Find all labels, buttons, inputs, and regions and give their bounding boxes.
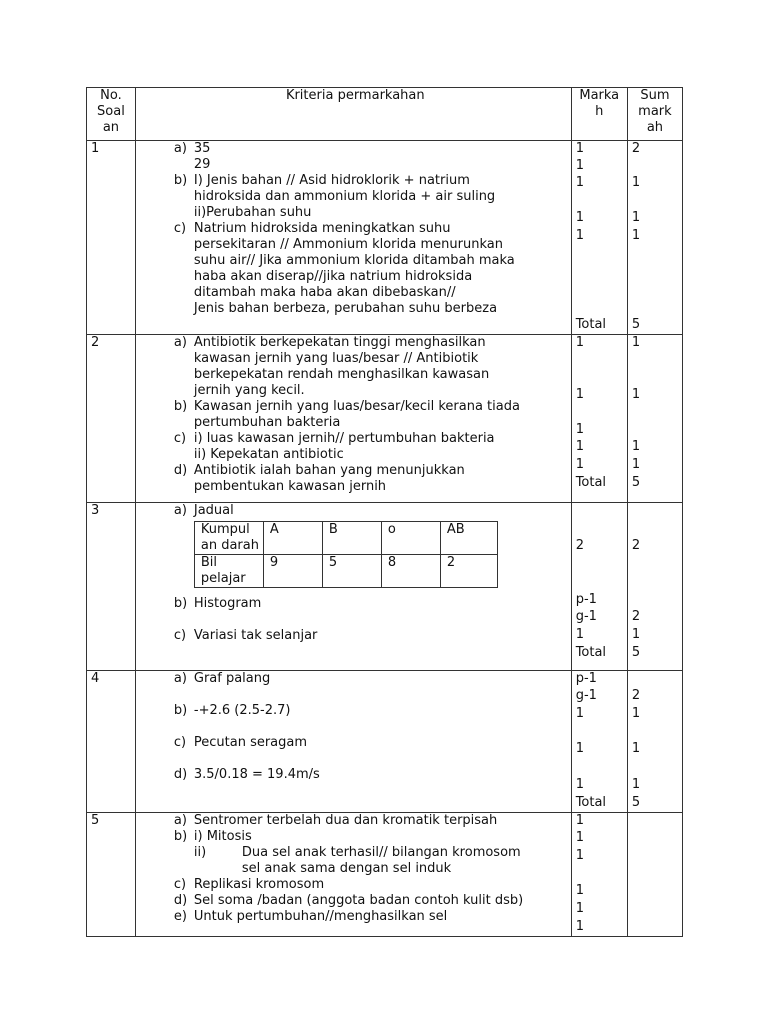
markah-cell: 1 1 1 1 1 Total [571, 335, 627, 503]
criteria-cell [135, 813, 571, 937]
question-row-4 [87, 671, 683, 813]
header-sum: Sum mark ah [627, 88, 682, 141]
header-criteria: Kriteria permarkahan [135, 88, 571, 141]
question-row-1 [87, 141, 683, 335]
sum-cell: 1 1 1 1 5 [627, 335, 682, 503]
list-item: c) Pecutan seragam [173, 735, 308, 750]
table-cell: A [263, 522, 322, 555]
list-item: d) 3.5/0.18 = 19.4m/s [173, 767, 320, 782]
question-number: 4 [87, 671, 136, 813]
table-cell: 8 [381, 555, 440, 588]
list-item: c) Replikasi kromosom [173, 877, 325, 892]
table-header-row [87, 88, 683, 141]
marking-scheme-table [86, 87, 683, 937]
question-row-5 [87, 813, 683, 937]
list-item: b) i) Mitosis ii) Dua sel anak terhasil// bilangan kromosom sel anak sama dengan sel induk [173, 829, 521, 876]
question-number: 5 [87, 813, 136, 937]
list-item: a) Graf palang [173, 671, 271, 686]
sum-cell: 2 1 1 1 5 [627, 671, 682, 813]
table-cell: 9 [263, 555, 322, 588]
criteria-cell [135, 141, 571, 335]
list-item: c) Natrium hidroksida meningkatkan suhu persekitaran // Ammonium klorida menurunkan suhu air// Jika ammonium klorida ditambah maka haba akan diserap//jika natrium hidroksida ditambah maka haba akan dibebaskan// Jenis bahan berbeza, perubahan suhu berbeza [173, 221, 515, 316]
criteria-cell [135, 671, 571, 813]
list-item: a) 35 29 [173, 141, 211, 172]
table-cell: o [381, 522, 440, 555]
list-item: c) Variasi tak selanjar [173, 628, 318, 643]
markah-cell: p-1 g-1 1 1 1 Total [571, 671, 627, 813]
question-number: 3 [87, 503, 136, 671]
header-no: No. Soal an [87, 88, 136, 141]
markah-cell: 1 1 1 1 1 1 [571, 813, 627, 937]
header-markah: Marka h [571, 88, 627, 141]
table-cell: 2 [440, 555, 497, 588]
list-item: e) Untuk pertumbuhan//menghasilkan sel [173, 909, 448, 924]
table-cell: Kumpul an darah [194, 522, 263, 555]
list-item: b) I) Jenis bahan // Asid hidroklorik + natrium hidroksida dan ammonium klorida + air suling ii)Perubahan suhu [173, 173, 496, 220]
question-row-2 [87, 335, 683, 503]
markah-cell: 1 1 1 1 1 Total [571, 141, 627, 335]
blood-group-table [194, 521, 498, 588]
list-item: d) Sel soma /badan (anggota badan contoh kulit dsb) [173, 893, 524, 908]
list-item: b) Histogram [173, 596, 262, 611]
question-number: 2 [87, 335, 136, 503]
list-item: a) Sentromer terbelah dua dan kromatik terpisah [173, 813, 498, 828]
criteria-cell [135, 335, 571, 503]
sum-cell: 2 1 1 1 5 [627, 141, 682, 335]
list-item: d) Antibiotik ialah bahan yang menunjukkan pembentukan kawasan jernih [173, 463, 465, 494]
markah-cell: 2 p-1 g-1 1 Total [571, 503, 627, 671]
list-item: a) Jadual Kumpul an darah A B o AB Bil pelajar 9 5 8 2 [174, 503, 571, 588]
question-row-3 [87, 503, 683, 671]
list-item: b) -+2.6 (2.5-2.7) [173, 703, 291, 718]
sum-cell: 2 2 1 5 [627, 503, 682, 671]
question-number: 1 [87, 141, 136, 335]
sum-cell [627, 813, 682, 937]
table-cell: AB [440, 522, 497, 555]
table-cell: B [322, 522, 381, 555]
table-cell: Bil pelajar [194, 555, 263, 588]
criteria-cell [135, 503, 571, 671]
list-item: b) Kawasan jernih yang luas/besar/kecil kerana tiada pertumbuhan bakteria [173, 399, 520, 430]
list-item: c) i) luas kawasan jernih// pertumbuhan bakteria ii) Kepekatan antibiotic [173, 431, 495, 462]
list-item: a) Antibiotik berkepekatan tinggi menghasilkan kawasan jernih yang luas/besar // Antibiotik berkepekatan rendah menghasilkan kawasan jernih yang kecil. [173, 335, 490, 398]
table-cell: 5 [322, 555, 381, 588]
